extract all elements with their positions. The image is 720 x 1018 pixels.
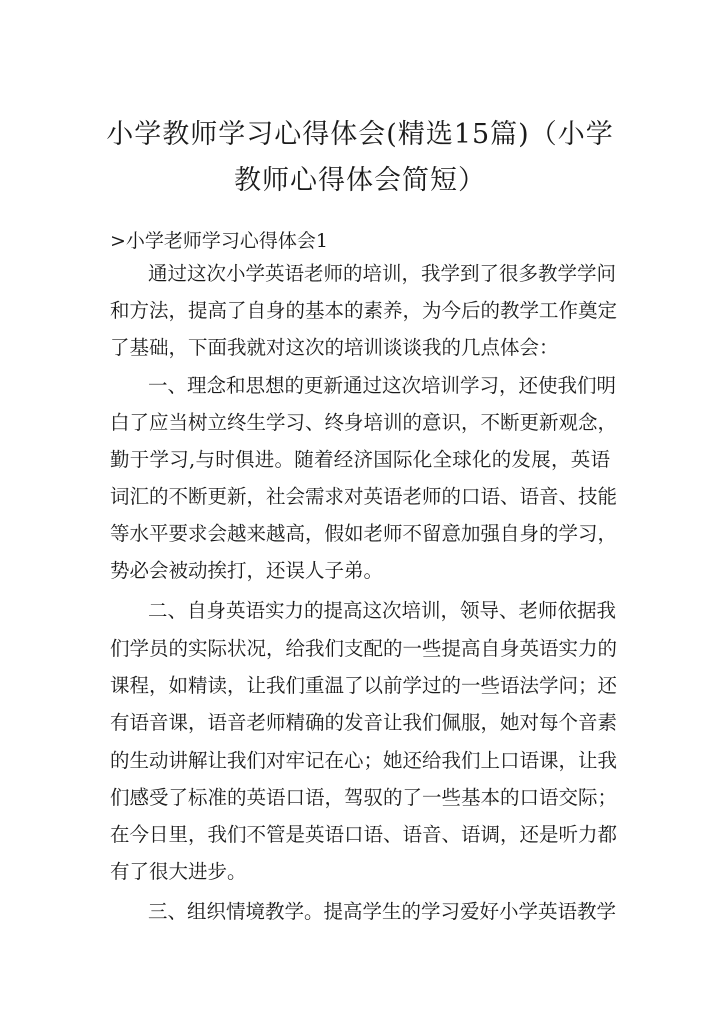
body-line: 二、自身英语实力的提高这次培训，领导、老师依据我 [148,599,617,622]
body-line: 三、组织情境教学。提高学生的学习爱好小学英语教学 [148,900,617,923]
body-line: 们感受了标准的英语口语，驾驭的了一些基本的口语交际； [110,786,618,809]
body-line: 势必会被动挨打，还误人子弟。 [110,559,384,582]
body-line: 勤于学习,与时俱进。随着经济国际化全球化的发展，英语 [110,448,610,471]
body-line: 有语音课，语音老师精确的发音让我们佩服，她对每个音素 [110,711,618,734]
body-line: 和方法，提高了自身的基本的素养，为今后的教学工作奠定 [110,299,618,322]
section-heading: >小学老师学习心得体会1 [110,230,329,252]
document-title [100,112,620,204]
body-line: 通过这次小学英语老师的培训，我学到了很多教学学问 [148,262,617,285]
body-line: 一、理念和思想的更新通过这次培训学习，还使我们明 [148,374,617,397]
body-line: 等水平要求会越来越高，假如老师不留意加强自身的学习， [110,522,618,545]
body-line: 白了应当树立终生学习、终身培训的意识，不断更新观念， [110,411,618,434]
body-line: 了基础，下面我就对这次的培训谈谈我的几点体会： [110,336,559,359]
title-line-1: 小学教师学习心得体会(精选15篇)（小学 [106,119,614,150]
body-line: 的生动讲解让我们对牢记在心；她还给我们上口语课，让我 [110,749,618,772]
body-line: 在今日里，我们不管是英语口语、语音、语调，还是听力都 [110,823,618,846]
body-line: 词汇的不断更新，社会需求对英语老师的口语、语音、技能 [110,485,618,508]
title-line-2: 教师心得体会简短） [234,165,486,196]
body-line: 课程，如精读，让我们重温了以前学过的一些语法学问；还 [110,674,618,697]
body-line: 有了很大进步。 [110,860,247,883]
body-line: 们学员的实际状况，给我们支配的一些提高自身英语实力的 [110,637,618,660]
